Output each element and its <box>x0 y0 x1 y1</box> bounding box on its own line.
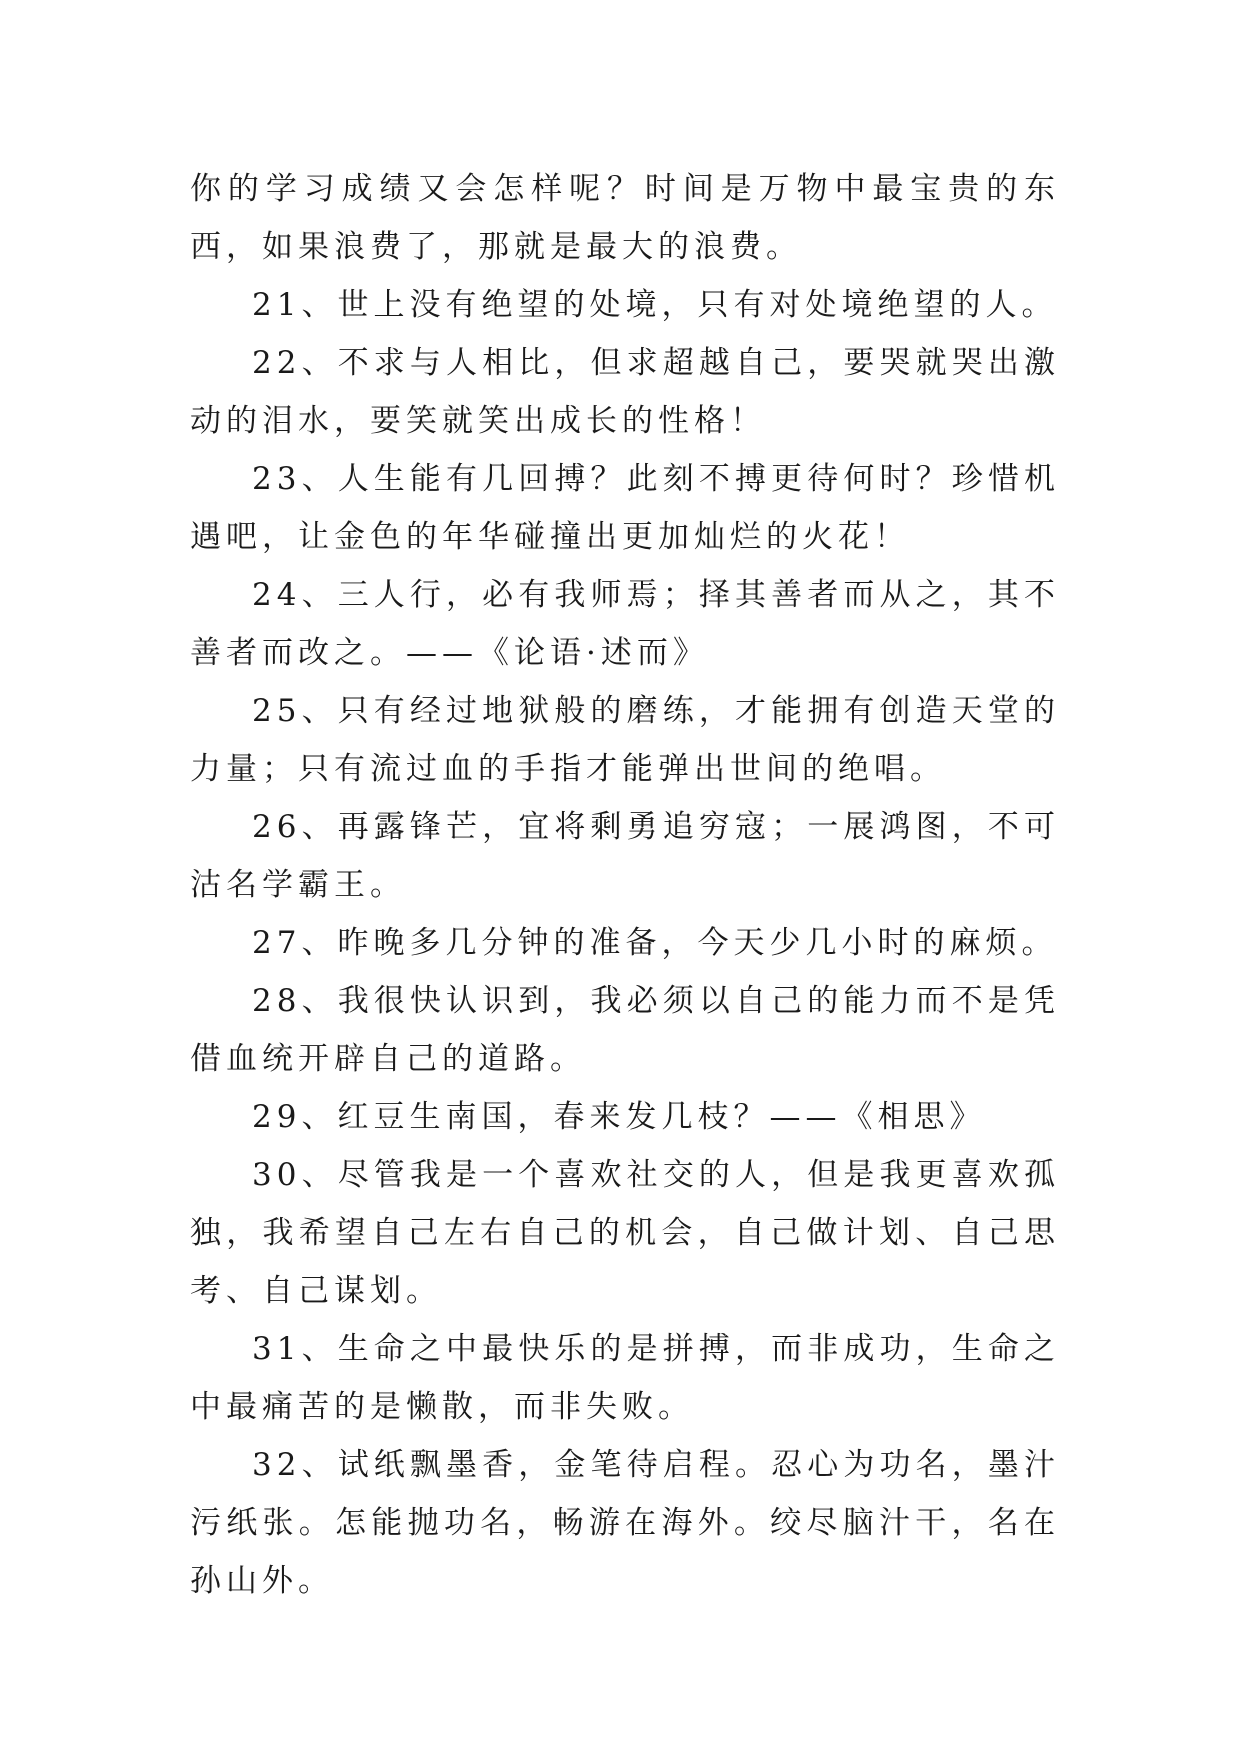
quote-24: 24、三人行，必有我师焉；择其善者而从之，其不善者而改之。——《论语·述而》 <box>190 577 1060 671</box>
quote-25: 25、只有经过地狱般的磨练，才能拥有创造天堂的力量；只有流过血的手指才能弹出世间的绝唱。 <box>190 693 1060 787</box>
document-body <box>190 160 1060 1610</box>
quote-23: 23、人生能有几回搏？此刻不搏更待何时？珍惜机遇吧，让金色的年华碰撞出更加灿烂的火花！ <box>190 461 1060 555</box>
quote-27: 27、昨晚多几分钟的准备，今天少几小时的麻烦。 <box>252 925 1058 961</box>
quote-26: 26、再露锋芒，宜将剩勇追穷寇；一展鸿图，不可沽名学霸王。 <box>190 809 1060 903</box>
quote-28: 28、我很快认识到，我必须以自己的能力而不是凭借血统开辟自己的道路。 <box>190 983 1060 1077</box>
quote-32: 32、试纸飘墨香，金笔待启程。忍心为功名，墨汁污纸张。怎能抛功名，畅游在海外。绞尽脑汁干，名在孙山外。 <box>190 1447 1060 1599</box>
quote-30: 30、尽管我是一个喜欢社交的人，但是我更喜欢孤独，我希望自己左右自己的机会，自己做计划、自己思考、自己谋划。 <box>190 1157 1060 1309</box>
quote-29: 29、红豆生南国，春来发几枝？——《相思》 <box>252 1099 986 1135</box>
quote-21: 21、世上没有绝望的处境，只有对处境绝望的人。 <box>252 287 1058 323</box>
quote-22: 22、不求与人相比，但求超越自己，要哭就哭出激动的泪水，要笑就笑出成长的性格！ <box>190 345 1060 439</box>
paragraph-continuation: 你的学习成绩又会怎样呢？时间是万物中最宝贵的东西，如果浪费了，那就是最大的浪费。 <box>190 171 1060 265</box>
quote-31: 31、生命之中最快乐的是拼搏，而非成功，生命之中最痛苦的是懒散，而非失败。 <box>190 1331 1060 1425</box>
